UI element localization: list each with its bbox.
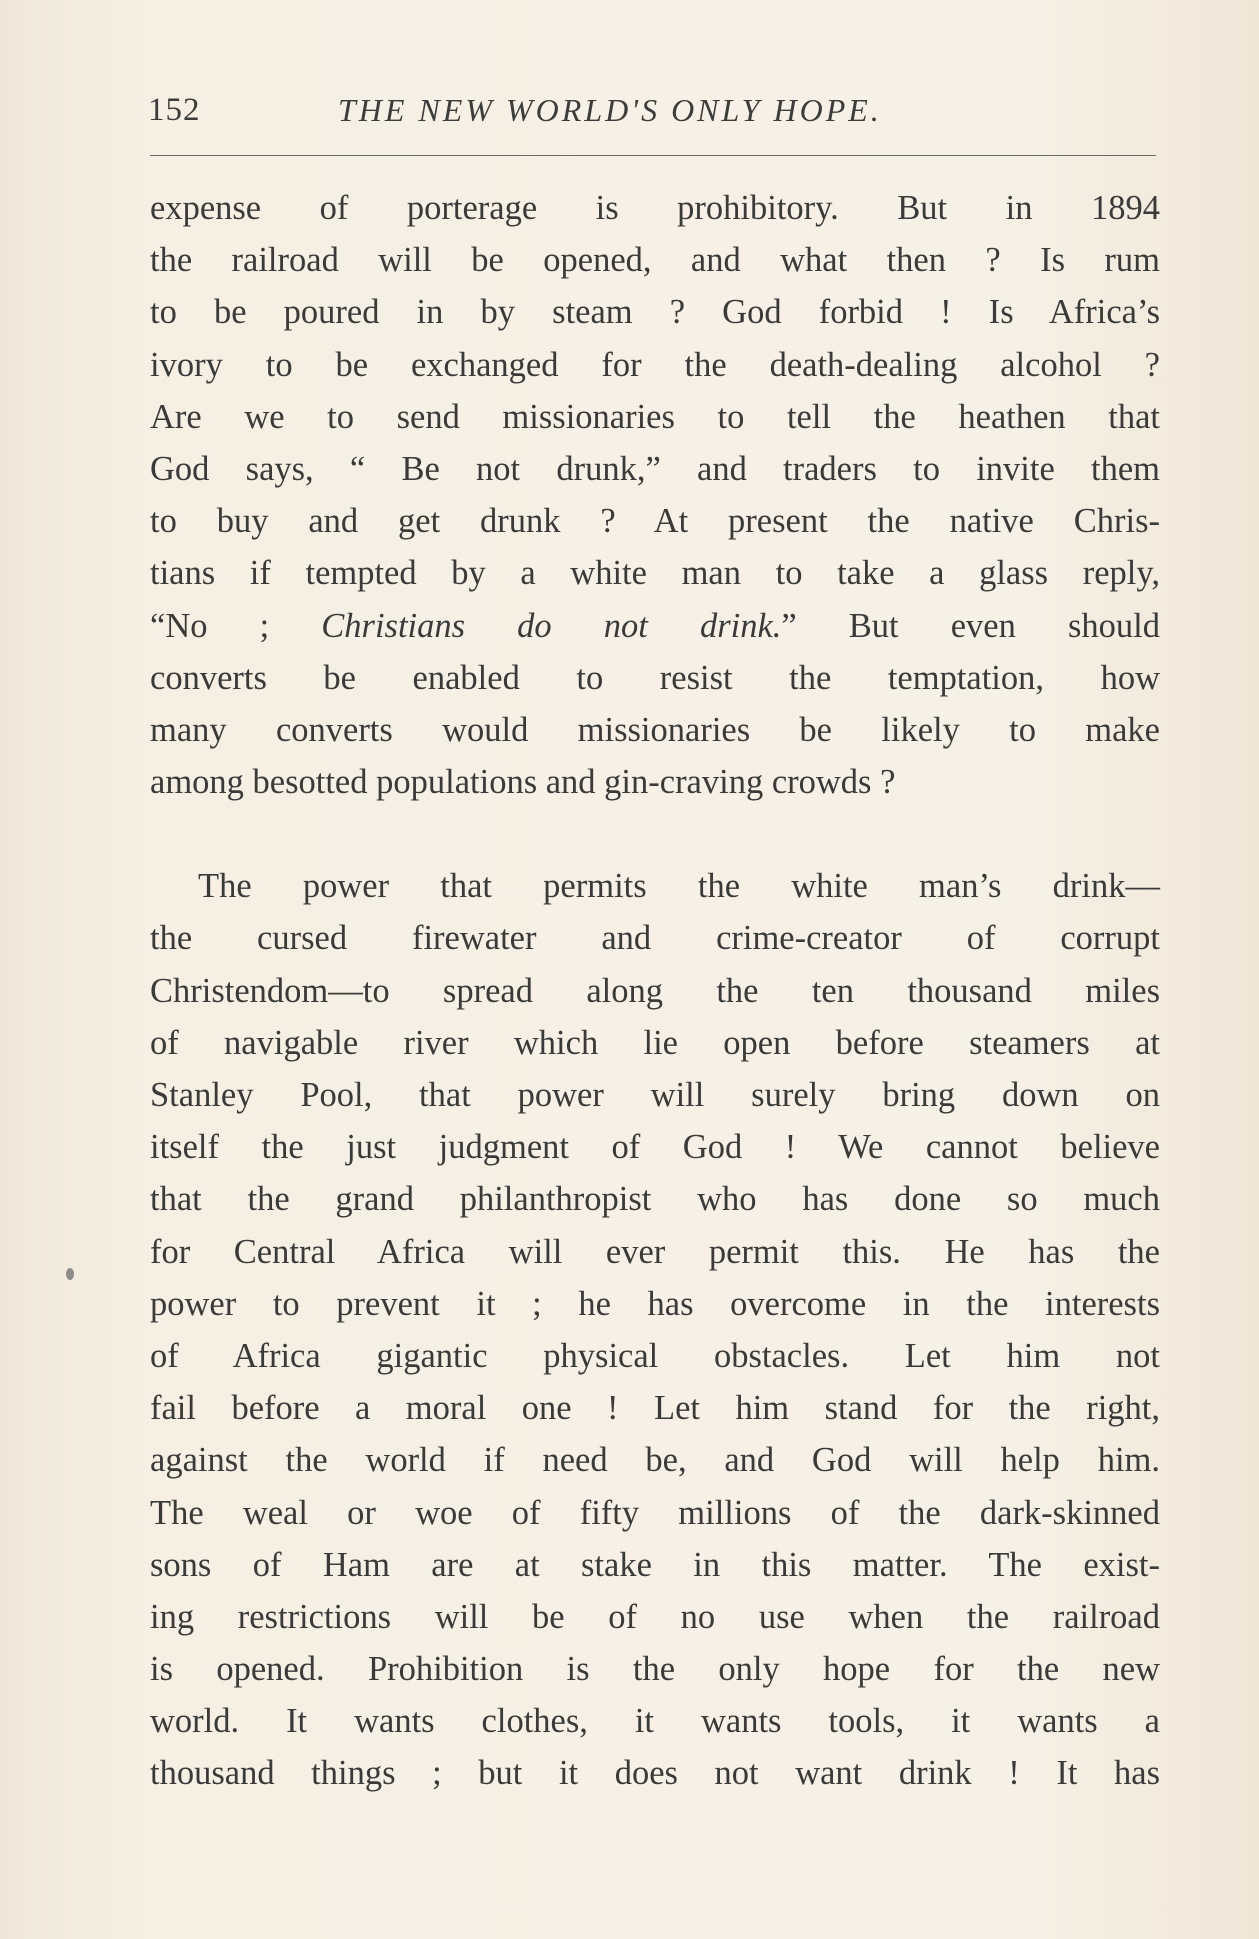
text-line: world. It wants clothes, it wants tools, it wants a [150, 1702, 1160, 1741]
margin-speck [66, 1268, 74, 1280]
text-line: power to prevent it ; he has overcome in the interests [150, 1284, 1160, 1323]
text-line: converts be enabled to resist the temptation, how [150, 658, 1160, 697]
text-line: the cursed firewater and crime-creator of corrupt [150, 919, 1160, 958]
text-line: ivory to be exchanged for the death-dealing alcohol ? [150, 345, 1160, 384]
text-line: of navigable river which lie open before steamers at [150, 1023, 1160, 1062]
text-line: Stanley Pool, that power will surely bring down on [150, 1076, 1160, 1114]
text-line: The power that permits the white man’s drink— [198, 867, 1160, 906]
quote-close: ” But even should [781, 606, 1160, 645]
text-line: itself the just judgment of God ! We cannot believe [150, 1128, 1160, 1167]
text-line: expense of porterage is prohibitory. But in 1894 [150, 189, 1160, 227]
text-line: Are we to send missionaries to tell the heathen that [150, 397, 1160, 436]
paragraph-1 [150, 182, 1160, 808]
page-number: 152 [148, 92, 201, 128]
text-line: God says, “ Be not drunk,” and traders to invite them [150, 449, 1160, 488]
text-line: the railroad will be opened, and what then ? Is rum [150, 241, 1160, 280]
text-line: to be poured in by steam ? God forbid ! Is Africa’s [150, 293, 1160, 332]
text-line: to buy and get drunk ? At present the native Chris- [150, 502, 1160, 541]
paragraph-gap [150, 808, 1160, 860]
running-title: THE NEW WORLD'S ONLY HOPE. [338, 92, 882, 128]
text-line: Christendom—to spread along the ten thousand miles [150, 971, 1160, 1010]
text-line: that the grand philanthropist who has done so much [150, 1180, 1160, 1219]
text-line: ing restrictions will be of no use when the railroad [150, 1597, 1160, 1636]
text-line: for Central Africa will ever permit this. He has the [150, 1232, 1160, 1271]
quote-open: “No ; [150, 606, 322, 645]
text-line: sons of Ham are at stake in this matter. The exist- [150, 1545, 1160, 1584]
text-line: among besotted populations and gin-craving crowds ? [150, 763, 896, 802]
text-line: fail before a moral one ! Let him stand for the right, [150, 1389, 1160, 1428]
text-line: tians if tempted by a white man to take a glass reply, [150, 554, 1160, 593]
quote-italic: Christians do not drink. [321, 606, 782, 645]
paragraph-2 [150, 860, 1160, 1799]
text-line: against the world if need be, and God will help him. [150, 1441, 1160, 1480]
text-line: of Africa gigantic physical obstacles. Let him not [150, 1336, 1160, 1375]
header-rule [150, 155, 1156, 156]
text-line: many converts would missionaries be likely to make [150, 710, 1160, 749]
body-text [150, 182, 1160, 1800]
text-line: The weal or woe of fifty millions of the dark-skinned [150, 1493, 1160, 1532]
page-header [148, 88, 1158, 136]
text-line: is opened. Prohibition is the only hope for the new [150, 1650, 1160, 1689]
text-line: thousand things ; but it does not want drink ! It has [150, 1754, 1160, 1793]
quote-line [150, 600, 1160, 652]
